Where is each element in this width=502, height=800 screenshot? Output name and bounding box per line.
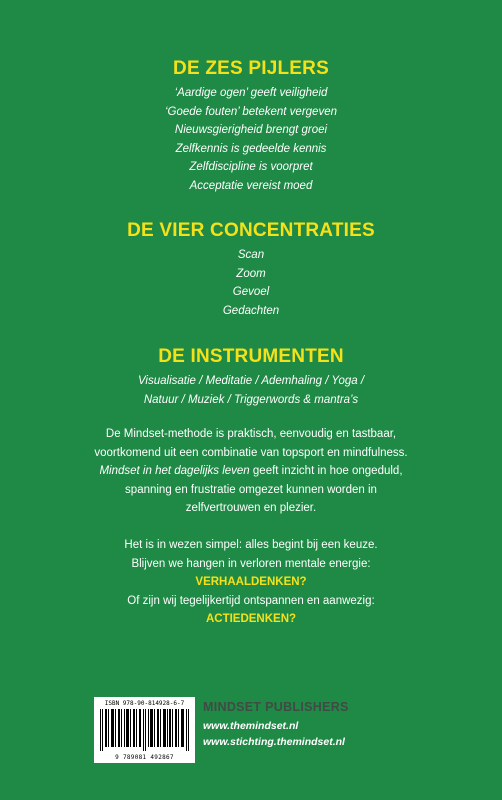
isbn-text: ISBN 978-90-814928-6-7: [104, 700, 185, 707]
publisher-url-1[interactable]: www.themindset.nl: [203, 720, 299, 732]
concentration-item: Scan: [237, 249, 265, 261]
choice-line-1: Het is in wezen simpel: alles begint bij een keuze.: [124, 539, 378, 551]
instruments-heading: DE INSTRUMENTEN: [158, 346, 344, 367]
pillars-list: [0, 84, 502, 195]
choice-line-2: Blijven we hangen in verloren mentale energie:: [131, 557, 371, 570]
description-line-4: spanning en frustratie omgezet kunnen worden in: [125, 483, 377, 496]
barcode-icon: [100, 709, 189, 751]
choice-paragraph: [0, 536, 502, 629]
concentration-item: Zoom: [236, 267, 266, 280]
pillars-section: [0, 58, 502, 195]
pillar-item: Zelfkennis is gedeelde kennis: [175, 142, 327, 155]
isbn-barcode: [94, 697, 195, 763]
instruments-line-1: Visualisatie / Meditatie / Ademhaling / Yoga /: [137, 375, 365, 387]
concentration-item: Gedachten: [222, 304, 280, 317]
description-line-2: voortkomend uit een combinatie van topsport en mindfulness.: [94, 446, 408, 459]
pillar-item: ‘Aardige ogen’ geeft veiligheid: [174, 87, 328, 99]
choice-line-3: Of zijn wij tegelijkertijd ontspannen en aanwezig:: [127, 594, 375, 607]
concentrations-list: [0, 246, 502, 320]
barcode-digits: 9 789081 492867: [115, 754, 174, 761]
choice-accent-1: VERHAALDENKEN?: [195, 576, 307, 588]
description-line-3-rest: geeft inzicht in hoe ongeduld,: [249, 465, 403, 477]
concentrations-section: [0, 220, 502, 320]
description-line-3: [0, 462, 502, 481]
pillar-item: Nieuwsgierigheid brengt groei: [174, 124, 328, 136]
publisher-name: MINDSET PUBLISHERS: [203, 700, 349, 714]
pillar-item: Acceptatie vereist moed: [189, 179, 313, 192]
instruments-line-2: Natuur / Muziek / Triggerwords & mantra’s: [143, 393, 359, 406]
description-paragraph: [0, 425, 502, 518]
publisher-url-2[interactable]: www.stichting.themindset.nl: [203, 736, 345, 748]
concentration-item: Gevoel: [232, 286, 270, 298]
pillars-heading: DE ZES PIJLERS: [173, 58, 329, 79]
instruments-section: [0, 346, 502, 409]
description-line-5: zelfvertrouwen en plezier.: [185, 502, 317, 514]
book-title-italic: Mindset in het dagelijks leven: [99, 465, 250, 477]
description-line-1: De Mindset-methode is praktisch, eenvoudig en tastbaar,: [105, 428, 397, 440]
choice-accent-2: ACTIEDENKEN?: [205, 613, 297, 625]
pillar-item: Zelfdiscipline is voorpret: [189, 161, 313, 173]
concentrations-heading: DE VIER CONCENTRATIES: [127, 220, 375, 241]
publisher-block: [203, 700, 349, 750]
pillar-item: ‘Goede fouten’ betekent vergeven: [165, 105, 337, 118]
